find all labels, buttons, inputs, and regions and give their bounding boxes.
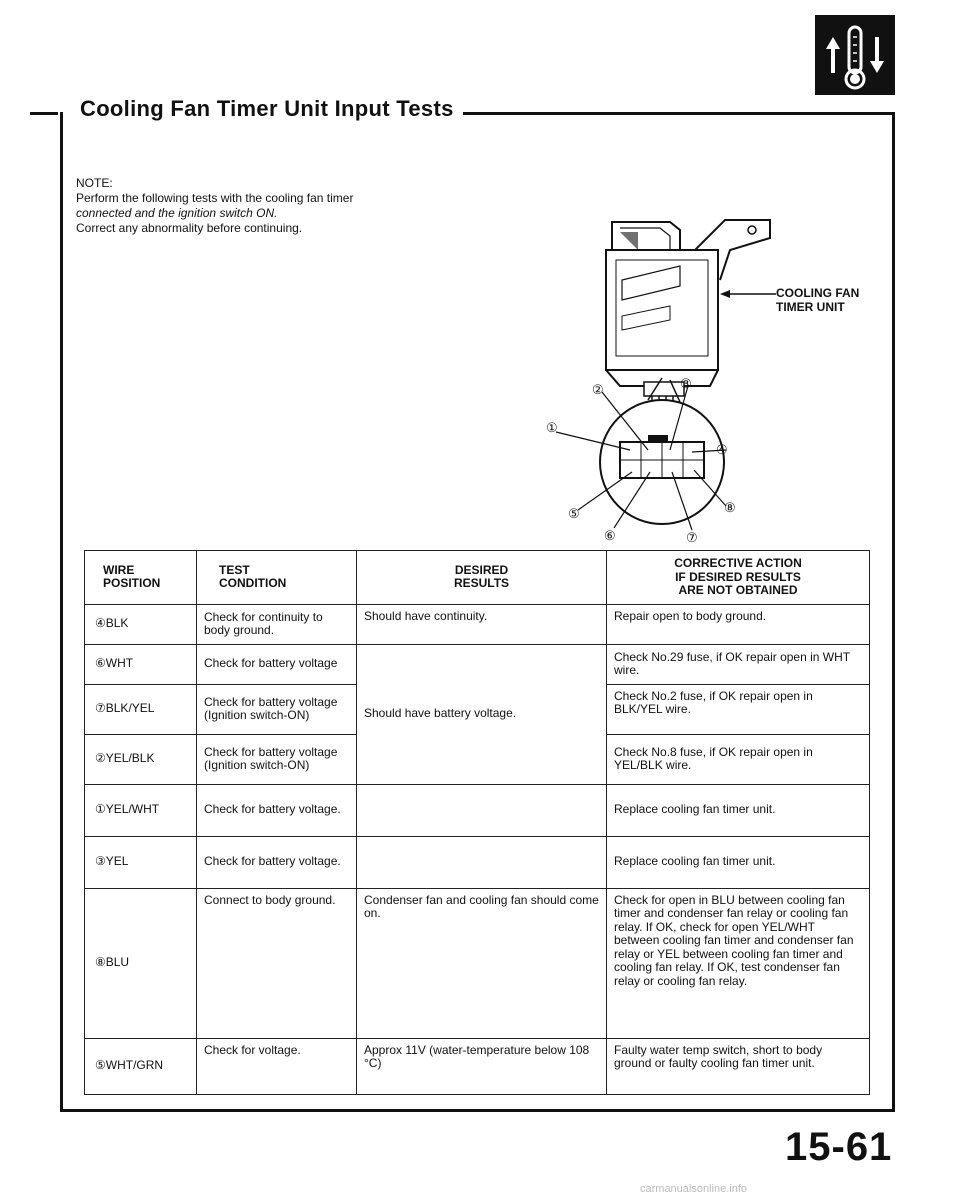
action-cell: Faulty water temp switch, short to body ground or faulty cooling fan timer unit.	[607, 1038, 870, 1094]
timer-unit-callout	[776, 286, 859, 314]
input-tests-table	[84, 550, 870, 1095]
action-cell: Replace cooling fan timer unit.	[607, 836, 870, 888]
table-header-row	[85, 551, 870, 605]
terminal-label: ③	[680, 376, 692, 391]
header-line: RESULTS	[453, 576, 510, 591]
thermometer-arrows-icon	[815, 15, 895, 95]
header-line: CORRECTIVE ACTION	[674, 556, 802, 570]
desired-cell: Should have battery voltage.	[357, 644, 607, 784]
test-cell: Check for voltage.	[197, 1038, 357, 1094]
header-desired-results	[357, 551, 607, 605]
wire-cell: ⑧BLU	[85, 888, 197, 1038]
action-cell: Replace cooling fan timer unit.	[607, 784, 870, 836]
table-row	[85, 1038, 870, 1094]
terminal-label: ④	[716, 442, 728, 457]
page-title: Cooling Fan Timer Unit Input Tests	[80, 96, 454, 121]
terminal-label: ②	[592, 382, 604, 397]
desired-cell: Condenser fan and cooling fan should come on.	[357, 888, 607, 1038]
test-cell: Check for battery voltage.	[197, 836, 357, 888]
action-cell: Repair open to body ground.	[607, 604, 870, 644]
test-cell: Check for battery voltage	[197, 644, 357, 684]
wire-cell: ⑦BLK/YEL	[85, 684, 197, 734]
action-cell: Check No.2 fuse, if OK repair open in BLK/YEL wire.	[607, 684, 870, 734]
terminal-label: ①	[546, 420, 558, 435]
wire-cell: ⑤WHT/GRN	[85, 1038, 197, 1094]
table-row	[85, 784, 870, 836]
action-cell: Check for open in BLU between cooling fan timer and condenser fan relay or cooling fan relay. If OK, check for open YEL/WHT between cooling fan timer and condenser fan relay or YEL between cooling fan timer and cooling fan relay. If OK, test condenser fan relay or cooling fan relay.	[607, 888, 870, 1038]
wire-cell: ①YEL/WHT	[85, 784, 197, 836]
table-row	[85, 604, 870, 644]
header-test-condition	[197, 551, 357, 605]
title-rule-left	[30, 112, 58, 115]
table-row	[85, 888, 870, 1038]
action-cell: Check No.29 fuse, if OK repair open in WHT wire.	[607, 644, 870, 684]
note-line: Correct any abnormality before continuing.	[76, 221, 303, 235]
page-number: 15-61	[785, 1125, 893, 1169]
note-line: connected and the ignition switch ON.	[76, 206, 278, 220]
header-line: DESIRED	[454, 562, 509, 577]
wire-cell: ⑥WHT	[85, 644, 197, 684]
header-line: POSITION	[103, 576, 161, 591]
callout-line: TIMER UNIT	[776, 300, 845, 314]
test-cell: Check for battery voltage (Ignition switch-ON)	[197, 734, 357, 784]
header-line: WIRE	[103, 562, 135, 577]
header-line: IF DESIRED RESULTS	[675, 569, 801, 584]
note-heading: NOTE:	[76, 176, 113, 190]
desired-cell: Should have continuity.	[357, 604, 607, 644]
terminal-label: ⑤	[568, 506, 580, 521]
header-line: TEST	[219, 562, 250, 577]
watermark: carmanualsonline.info	[640, 1183, 748, 1195]
header-line: CONDITION	[219, 576, 287, 591]
test-cell: Check for battery voltage (Ignition switch-ON)	[197, 684, 357, 734]
table-row	[85, 836, 870, 888]
wire-cell: ④BLK	[85, 604, 197, 644]
desired-cell: Approx 11V (water-temperature below 108 °C)	[357, 1038, 607, 1094]
table-row	[85, 644, 870, 684]
test-cell: Check for battery voltage.	[197, 784, 357, 836]
desired-cell	[357, 784, 607, 836]
terminal-label: ⑧	[724, 500, 736, 515]
note-block	[76, 176, 496, 236]
header-line: ARE NOT OBTAINED	[678, 583, 798, 597]
header-wire-position	[85, 551, 197, 605]
desired-cell	[357, 836, 607, 888]
terminal-label: ⑦	[686, 530, 698, 545]
header-corrective-action	[607, 551, 870, 605]
wire-cell: ②YEL/BLK	[85, 734, 197, 784]
callout-line: COOLING FAN	[776, 286, 860, 300]
test-cell: Check for continuity to body ground.	[197, 604, 357, 644]
action-cell: Check No.8 fuse, if OK repair open in YEL/BLK wire.	[607, 734, 870, 784]
wire-cell: ③YEL	[85, 836, 197, 888]
note-line: Perform the following tests with the cooling fan timer	[76, 191, 354, 205]
terminal-label: ⑥	[604, 528, 616, 543]
test-cell: Connect to body ground.	[197, 888, 357, 1038]
